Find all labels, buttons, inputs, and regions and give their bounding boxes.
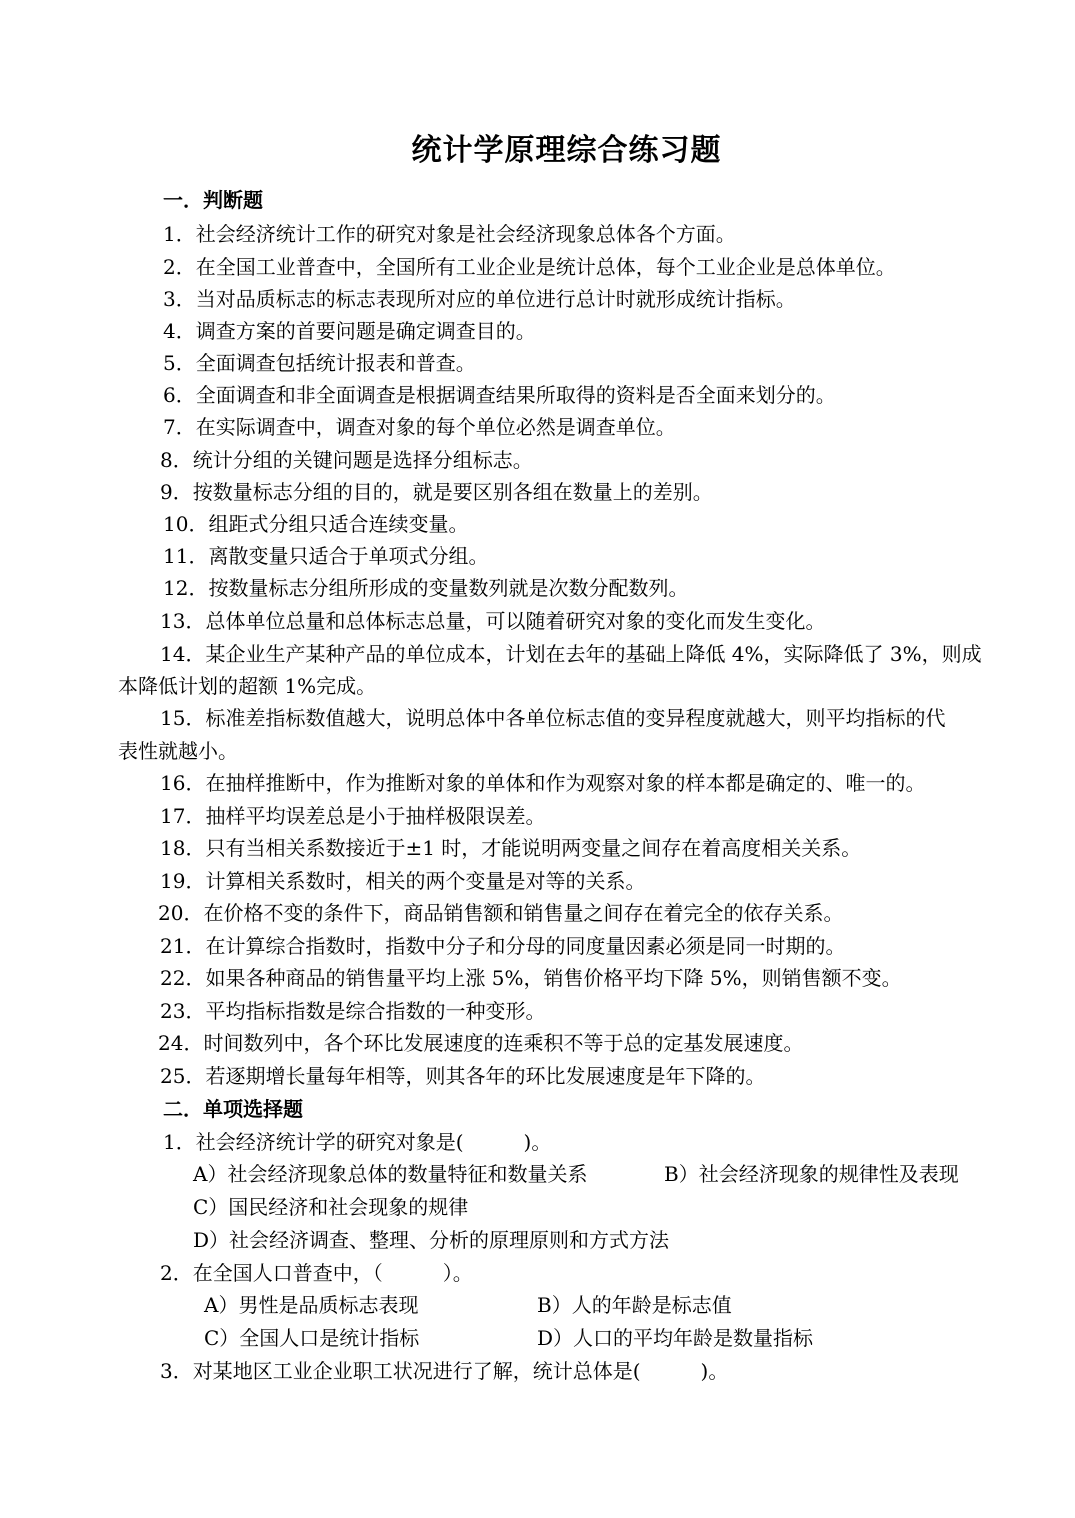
tf-item-24: 24．时间数列中，各个环比发展速度的连乘积不等于总的定基发展速度。	[158, 1031, 804, 1055]
tf-item-3: 3．当对品质标志的标志表现所对应的单位进行总计时就形成统计指标。	[163, 287, 796, 311]
tf-item-4: 4．调查方案的首要问题是确定调查目的。	[163, 319, 536, 343]
mc-q2-option-b: B）人的年龄是标志值	[537, 1293, 732, 1317]
mc-q2-options-row-1	[0, 1292, 1075, 1318]
tf-item-17: 17．抽样平均误差总是小于抽样极限误差。	[160, 804, 546, 828]
tf-item-13: 13．总体单位总量和总体标志总量，可以随着研究对象的变化而发生变化。	[160, 609, 826, 633]
mc-q1-stem: 1．社会经济统计学的研究对象是( )。	[163, 1130, 552, 1154]
tf-item-6: 6．全面调查和非全面调查是根据调查结果所取得的资料是否全面来划分的。	[163, 383, 836, 407]
tf-item-16: 16．在抽样推断中，作为推断对象的单体和作为观察对象的样本都是确定的、唯一的。	[160, 771, 926, 795]
tf-item-5: 5．全面调查包括统计报表和普查。	[163, 351, 476, 375]
mc-q2-options-row-2	[0, 1325, 1075, 1351]
mc-q1-option-c: C）国民经济和社会现象的规律	[193, 1195, 469, 1219]
tf-item-15-line2: 表性就越小。	[118, 739, 238, 763]
mc-q2-option-d: D）人口的平均年龄是数量指标	[537, 1326, 814, 1350]
tf-item-10: 10．组距式分组只适合连续变量。	[163, 512, 469, 536]
mc-q1-option-b: B）社会经济现象的规律性及表现	[664, 1162, 959, 1186]
mc-q1-option-d: D）社会经济调查、整理、分析的原理原则和方式方法	[193, 1228, 670, 1252]
mc-q3-stem: 3．对某地区工业企业职工状况进行了解，统计总体是( )。	[160, 1359, 729, 1383]
mc-q2-option-a: A）男性是品质标志表现	[204, 1293, 419, 1317]
tf-item-21: 21．在计算综合指数时，指数中分子和分母的同度量因素必须是同一时期的。	[160, 934, 846, 958]
section-heading-true-false: 一．判断题	[163, 188, 263, 212]
tf-item-25: 25．若逐期增长量每年相等，则其各年的环比发展速度是年下降的。	[160, 1064, 766, 1088]
tf-item-11: 11．离散变量只适合于单项式分组。	[163, 544, 489, 568]
tf-item-9: 9．按数量标志分组的目的，就是要区别各组在数量上的差别。	[160, 480, 713, 504]
tf-item-2: 2．在全国工业普查中，全国所有工业企业是统计总体，每个工业企业是总体单位。	[163, 255, 896, 279]
section-heading-single-choice: 二．单项选择题	[163, 1097, 303, 1121]
mc-q1-options-row-1	[0, 1161, 1075, 1187]
tf-item-14-line1: 14．某企业生产某种产品的单位成本，计划在去年的基础上降低 4%，实际降低了 3%，则成	[160, 642, 982, 666]
mc-q2-stem: 2．在全国人口普查中，（ ）。	[160, 1261, 473, 1285]
mc-q1-option-a: A）社会经济现象总体的数量特征和数量关系	[193, 1162, 588, 1186]
tf-item-1: 1．社会经济统计工作的研究对象是社会经济现象总体各个方面。	[163, 222, 736, 246]
tf-item-14-line2: 本降低计划的超额 1%完成。	[118, 674, 377, 698]
tf-item-8: 8．统计分组的关键问题是选择分组标志。	[160, 448, 533, 472]
tf-item-20: 20．在价格不变的条件下，商品销售额和销售量之间存在着完全的依存关系。	[158, 901, 844, 925]
document-title: 统计学原理综合练习题	[411, 133, 722, 168]
tf-item-12: 12．按数量标志分组所形成的变量数列就是次数分配数列。	[163, 576, 689, 600]
tf-item-18: 18．只有当相关系数接近于±1 时，才能说明两变量之间存在着高度相关关系。	[160, 836, 862, 860]
tf-item-7: 7．在实际调查中，调查对象的每个单位必然是调查单位。	[163, 415, 676, 439]
tf-item-22: 22．如果各种商品的销售量平均上涨 5%，销售价格平均下降 5%，则销售额不变。	[160, 966, 902, 990]
mc-q2-option-c: C）全国人口是统计指标	[204, 1326, 420, 1350]
tf-item-15-line1: 15．标准差指标数值越大，说明总体中各单位标志值的变异程度就越大，则平均指标的代	[160, 706, 946, 730]
tf-item-23: 23．平均指标指数是综合指数的一种变形。	[160, 999, 546, 1023]
tf-item-19: 19．计算相关系数时，相关的两个变量是对等的关系。	[160, 869, 646, 893]
